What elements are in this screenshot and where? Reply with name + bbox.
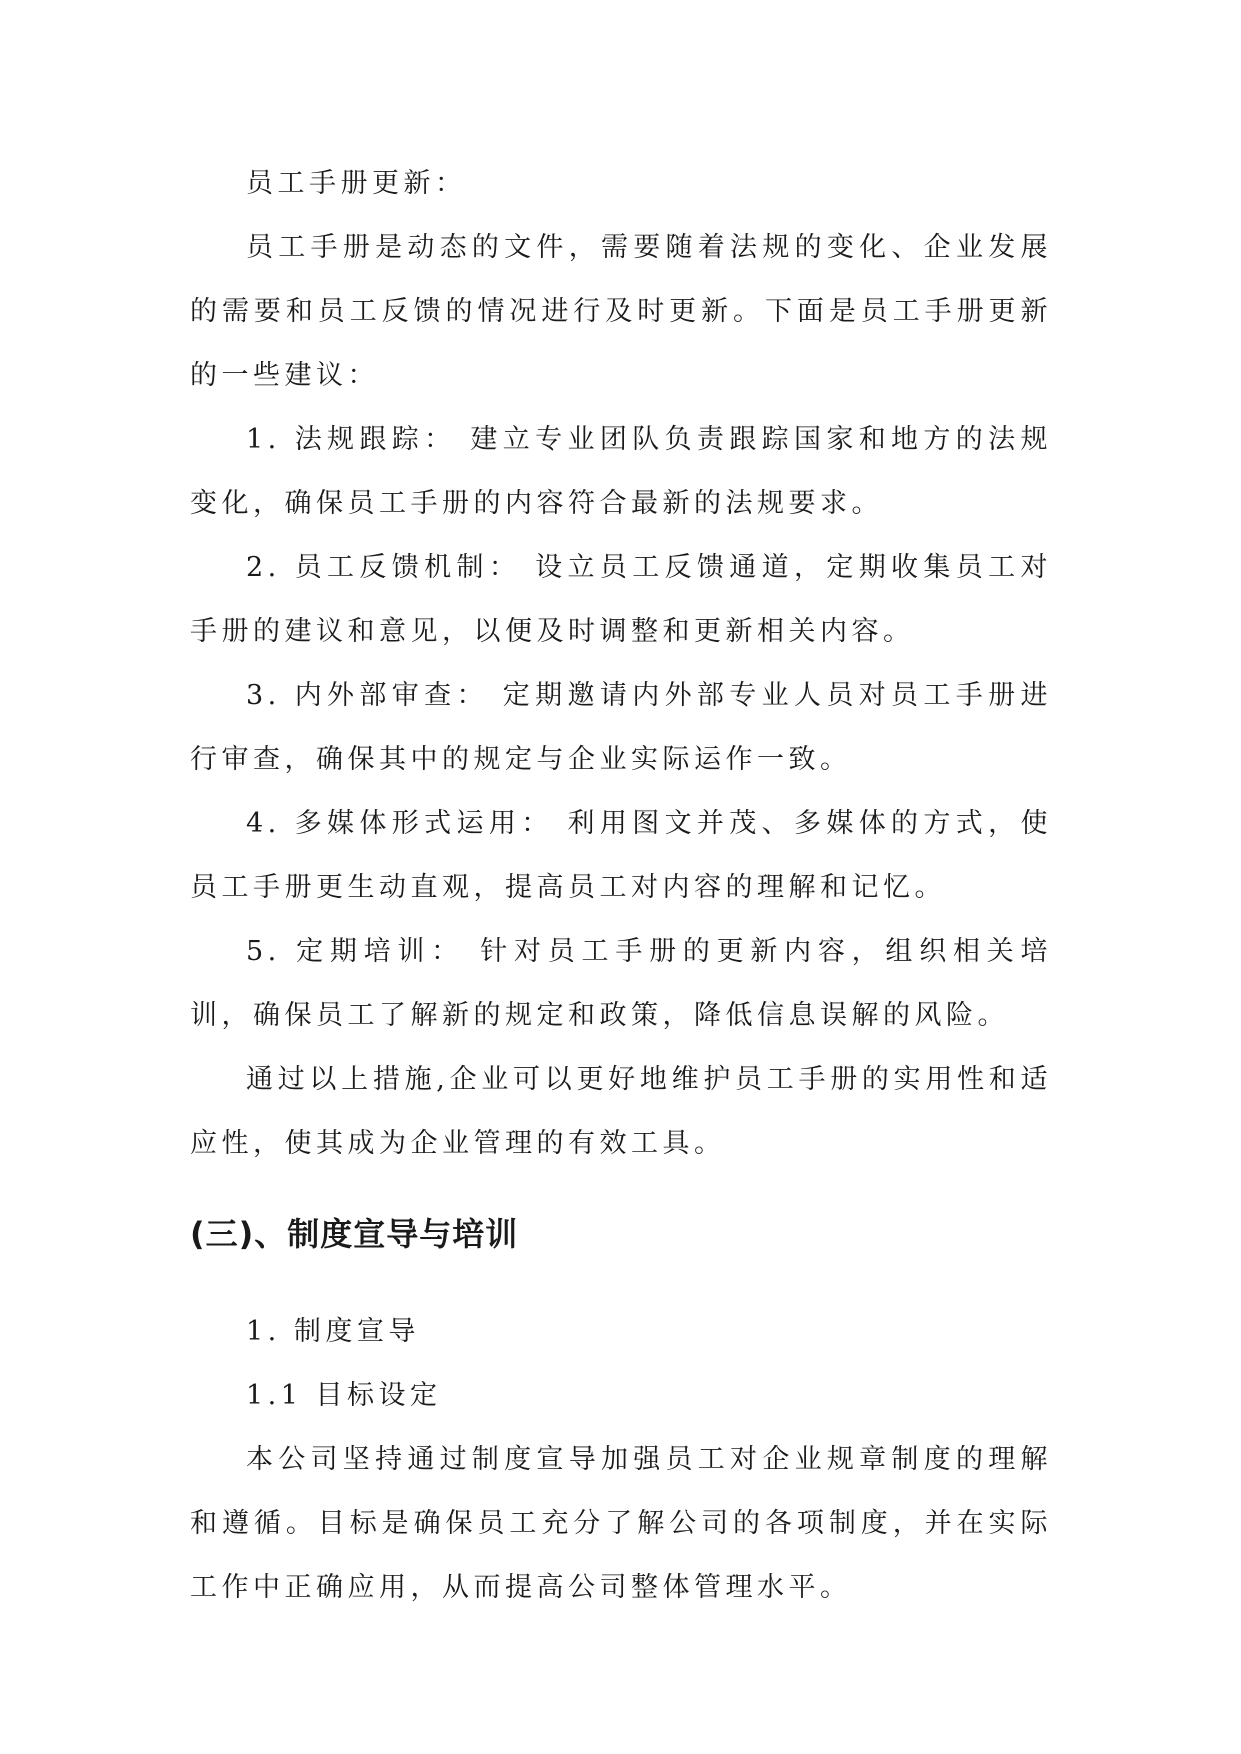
document-body xyxy=(190,152,1052,1620)
paragraph-goal-description: 本公司坚持通过制度宣导加强员工对企业规章制度的理解和遵循。目标是确保员工充分了解公司的各项制度，并在实际工作中正确应用，从而提高公司整体管理水平。 xyxy=(190,1444,1052,1603)
paragraph-item-multimedia: 4. 多媒体形式运用： 利用图文并茂、多媒体的方式，使员工手册更生动直观，提高员工对内容的理解和记忆。 xyxy=(190,808,1052,903)
paragraph-item-regulation-tracking: 1. 法规跟踪： 建立专业团队负责跟踪国家和地方的法规变化，确保员工手册的内容符合最新的法规要求。 xyxy=(190,424,1052,519)
paragraph-item-feedback-mechanism: 2. 员工反馈机制： 设立员工反馈通道，定期收集员工对手册的建议和意见，以便及时调整和更新相关内容。 xyxy=(190,552,1052,647)
paragraph-handbook-intro: 员工手册是动态的文件，需要随着法规的变化、企业发展的需要和员工反馈的情况进行及时更新。下面是员工手册更新的一些建议： xyxy=(190,232,1052,391)
paragraph-item-internal-external-review: 3. 内外部审查： 定期邀请内外部专业人员对员工手册进行审查，确保其中的规定与企业实际运作一致。 xyxy=(190,680,1052,775)
paragraph-summary: 通过以上措施,企业可以更好地维护员工手册的实用性和适应性，使其成为企业管理的有效工具。 xyxy=(190,1064,1052,1159)
paragraph-handbook-update-title: 员工手册更新： xyxy=(246,168,467,199)
paragraph-item-regular-training: 5. 定期培训： 针对员工手册的更新内容，组织相关培训，确保员工了解新的规定和政策，降低信息误解的风险。 xyxy=(190,936,1052,1031)
section-heading: (三)、制度宣导与培训 xyxy=(190,1215,519,1253)
subsection-system-promotion: 1. 制度宣导 xyxy=(246,1316,420,1347)
subsection-goal-setting: 1.1 目标设定 xyxy=(246,1380,442,1411)
